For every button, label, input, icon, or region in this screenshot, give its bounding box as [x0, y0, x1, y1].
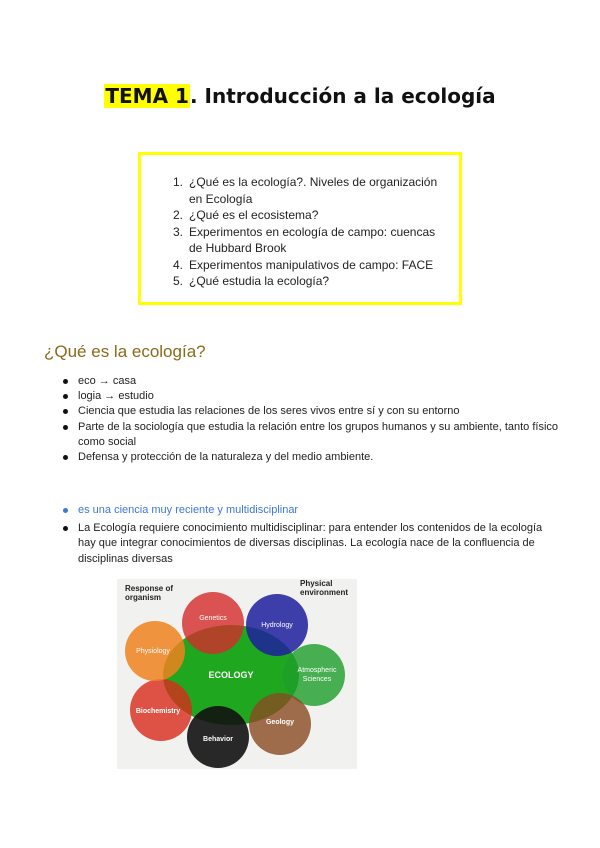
toc-item: [161, 224, 451, 257]
toc-item-number: 3.: [172, 224, 183, 239]
genetics-label: Genetics: [199, 615, 227, 622]
geology-label: Geology: [265, 719, 295, 726]
atmospheric-label: Atmospheric: [297, 667, 337, 674]
figure-label-organism: organism: [125, 593, 162, 602]
toc-item: [161, 207, 451, 224]
behavior-label: Behavior: [203, 736, 233, 743]
ecology-disciplines-figure: [117, 579, 357, 769]
list-item: Defensa y protección de la naturaleza y del medio ambiente.: [62, 450, 562, 465]
toc-item-number: 5.: [172, 274, 183, 288]
toc-item-text: ¿Qué es el ecosistema?: [189, 208, 319, 222]
toc-item: [161, 257, 451, 274]
hydrology-label: Hydrology: [261, 622, 293, 629]
multidisciplinary-list: [62, 503, 562, 567]
list-item: La Ecología requiere conocimiento multidisciplinar: para entender los contenidos de la ecología hay que integrar conocimientos de diversas disciplinas. La ecología nace de la confluencia de disciplinas diversas: [62, 521, 562, 567]
toc-item: [161, 273, 451, 290]
toc-item-text: Experimentos en ecología de campo: cuencas de Hubbard Brook: [189, 224, 436, 255]
definition-list: [62, 374, 562, 465]
physiology-label: Physiology: [136, 648, 170, 655]
toc-list: [161, 174, 451, 290]
toc-item-text: ¿Qué estudia la ecología?: [189, 274, 330, 288]
section-heading: ¿Qué es la ecología?: [44, 342, 206, 361]
toc-item: [161, 174, 451, 207]
toc-item-number: 4.: [172, 257, 183, 272]
list-item: eco → casa: [62, 374, 562, 389]
figure-label-physical: Physical: [300, 579, 333, 588]
ecology-label: ECOLOGY: [208, 670, 254, 680]
table-of-contents-box: [138, 152, 462, 305]
toc-item-text: Experimentos manipulativos de campo: FACE: [189, 257, 434, 272]
list-item: Parte de la sociología que estudia la relación entre los grupos humanos y su ambiente, tanto físico como social: [62, 420, 562, 450]
toc-item-number: 2.: [172, 208, 183, 222]
page-title: [0, 84, 600, 108]
title-rest: . Introducción a la ecología: [189, 84, 496, 108]
title-highlight: TEMA 1: [105, 84, 189, 108]
figure-label-environment: environment: [300, 588, 349, 597]
genetics-circle: [182, 592, 244, 654]
figure-label-response: Response of: [125, 584, 174, 593]
list-item: Ciencia que estudia las relaciones de los seres vivos entre sí y con su entorno: [62, 404, 562, 419]
toc-item-number: 1.: [172, 175, 183, 189]
toc-item-text: ¿Qué es la ecología?. Niveles de organización en Ecología: [189, 175, 438, 206]
list-item: logia → estudio: [62, 389, 562, 404]
sciences-label: Sciences: [302, 676, 332, 683]
list-item: es una ciencia muy reciente y multidisciplinar: [62, 503, 562, 518]
biochemistry-label: Biochemistry: [135, 708, 181, 715]
